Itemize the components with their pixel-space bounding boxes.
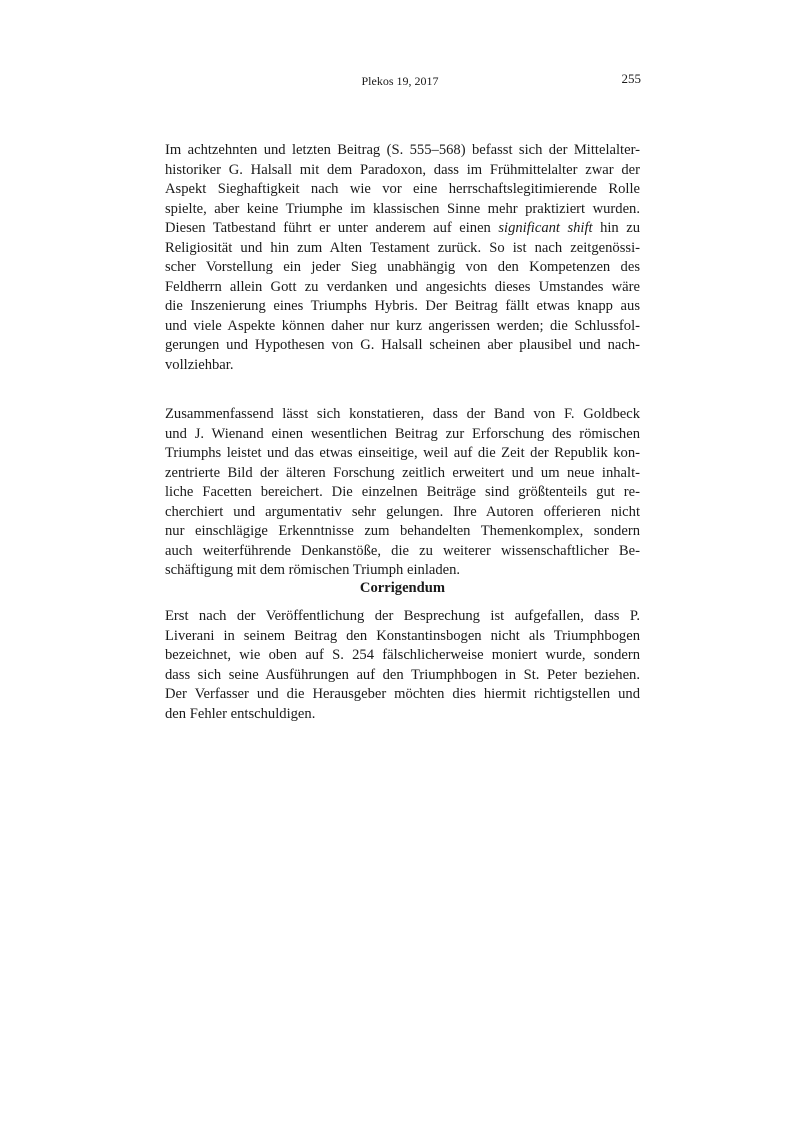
text-line: Aspekt Sieghaftigkeit nach wie vor eine herrschaftslegitimierende Rolle <box>165 181 640 197</box>
text-line: Erst nach der Veröffentlichung der Besprechung ist aufgefallen, dass P. <box>165 608 640 624</box>
paragraph-halsall <box>165 141 640 375</box>
text-line: die Inszenierung eines Triumphs Hybris. Der Beitrag fällt etwas knapp aus <box>165 298 640 314</box>
text-line: Zusammenfassend lässt sich konstatieren, dass der Band von F. Goldbeck <box>165 406 640 422</box>
text-line: spielte, aber keine Triumphe im klassischen Sinne mehr praktiziert wurden. <box>165 200 640 217</box>
text-line: dass sich seine Ausführungen auf den Triumphbogen in St. Peter beziehen. <box>165 666 640 683</box>
text-line: cherchiert und argumentativ sehr gelungen. Ihre Autoren offerieren nicht <box>165 503 640 520</box>
text-line: Im achtzehnten und letzten Beitrag (S. 555–568) befasst sich der Mittelalter- <box>165 142 640 158</box>
text-line: schäftigung mit dem römischen Triumph einladen. <box>165 562 461 578</box>
text-line: zentrierte Bild der älteren Forschung zeitlich erweitert und um neue inhalt- <box>165 464 640 481</box>
text-line: Der Verfasser und die Herausgeber möchten dies hiermit richtigstellen und <box>165 686 640 702</box>
text-line: auch weiterführende Denkanstöße, die zu weiterer wissenschaftlicher Be- <box>165 542 640 559</box>
running-header: Plekos 19, 2017 <box>361 74 439 88</box>
text-span: hin zu <box>592 220 640 236</box>
text-line: Triumphs leistet und das etwas einseitige, weil auf die Zeit der Republik kon- <box>165 445 640 461</box>
text-line: vollziehbar. <box>165 356 234 373</box>
text-line: Liverani in seinem Beitrag den Konstantinsbogen nicht als Triumphbogen <box>165 627 640 644</box>
text-line: Religiosität und hin zum Alten Testament zurück. So ist nach zeitgenössi- <box>165 239 640 256</box>
text-line: gerungen und Hypothesen von G. Halsall scheinen aber plausibel und nach- <box>165 337 640 353</box>
text-line: bezeichnet, wie oben auf S. 254 fälschlicherweise moniert wurde, sondern <box>165 647 640 663</box>
text-line: Feldherrn allein Gott zu verdanken und angesichts dieses Umstandes wäre <box>165 278 640 295</box>
text-span: Diesen Tatbestand führt er unter anderem auf einen <box>165 220 499 236</box>
text-line: historiker G. Halsall mit dem Paradoxon, dass im Frühmittelalter zwar der <box>165 161 640 178</box>
text-line <box>165 219 640 239</box>
text-line: scher Vorstellung ein jeder Sieg unabhängig von den Kompetenzen des <box>165 259 640 275</box>
text-line: und viele Aspekte können daher nur kurz angerissen werden; die Schlussfol- <box>165 317 640 334</box>
text-line: liche Facetten bereichert. Die einzelnen Beiträge sind größtenteils gut re- <box>165 484 640 500</box>
paragraph-corrigendum <box>165 607 640 724</box>
text-line: den Fehler entschuldigen. <box>165 705 316 722</box>
text-line: nur einschlägige Erkenntnisse zum behandelten Themenkomplex, sondern <box>165 523 640 539</box>
corrigendum-heading: Corrigendum <box>359 580 446 596</box>
italic-phrase: significant shift <box>498 220 593 236</box>
page-number: 255 <box>621 71 641 86</box>
text-line: und J. Wienand einen wesentlichen Beitrag zur Erforschung des römischen <box>165 425 640 442</box>
paragraph-conclusion <box>165 405 640 581</box>
